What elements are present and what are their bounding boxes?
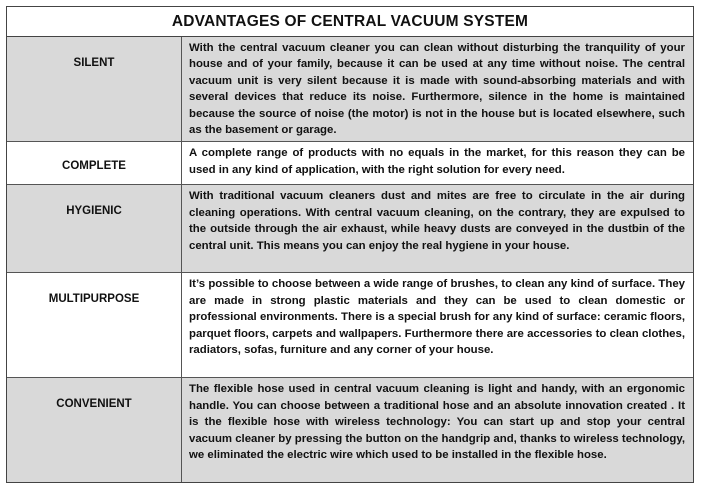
table-row-multipurpose [7, 273, 693, 378]
row-description-hygienic: With traditional vacuum cleaners dust and mites are free to circulate in the air during cleaning operations. With central vacuum cleaning, on the contrary, they are expulsed to the outside through the air exhaust, while heavy dusts are conveyed in the dustbin of the central unit. This means you can enjoy the real hygiene in your house. [182, 185, 694, 273]
row-label-hygienic: HYGIENIC [7, 185, 182, 273]
row-description-convenient: The flexible hose used in central vacuum cleaning is light and handy, with an ergonomic handle. You can choose between a traditional hose and an absolute innovation created . It is the flexible hose with wireless technology: You can start up and stop your central vacuum cleaner by pressing the button on the handgrip and, thanks to wireless technology, we eliminated the electric wire which used to be installed in the flexible hose. [182, 378, 694, 483]
row-description-silent: With the central vacuum cleaner you can clean without disturbing the tranquility of your house and of your family, because it can be used at any time without noise. The central vacuum unit is very silent because it is made with sound-absorbing materials and with several devices that reduce its noise. Furthermore, silence in the home is maintained because the source of noise (the motor) is not in the house but is located elsewhere, such as the basement or garage. [182, 37, 694, 142]
document-title: ADVANTAGES OF CENTRAL VACUUM SYSTEM [7, 7, 693, 37]
row-label-silent: SILENT [7, 37, 182, 142]
row-description-multipurpose: It’s possible to choose between a wide range of brushes, to clean any kind of surface. They are made in strong plastic materials and they can be used to clean domestic or professional environments. There is a special brush for any kind of surface: ceramic floors, parquet floors, carpets and wallpapers. Furthermore there are accessories to clean clothes, radiators, sofas, furniture and any corner of your house. [182, 273, 694, 378]
table-row-convenient [7, 378, 693, 483]
row-description-complete: A complete range of products with no equals in the market, for this reason they can be used in any kind of application, with the right solution for every need. [182, 142, 694, 185]
row-label-complete: COMPLETE [7, 142, 182, 185]
table-row-hygienic [7, 185, 693, 273]
row-label-multipurpose: MULTIPURPOSE [7, 273, 182, 378]
table-row-complete [7, 142, 693, 185]
row-label-convenient: CONVENIENT [7, 378, 182, 483]
advantages-table-document [6, 6, 694, 483]
table-row-silent [7, 37, 693, 142]
advantages-table [7, 37, 693, 482]
